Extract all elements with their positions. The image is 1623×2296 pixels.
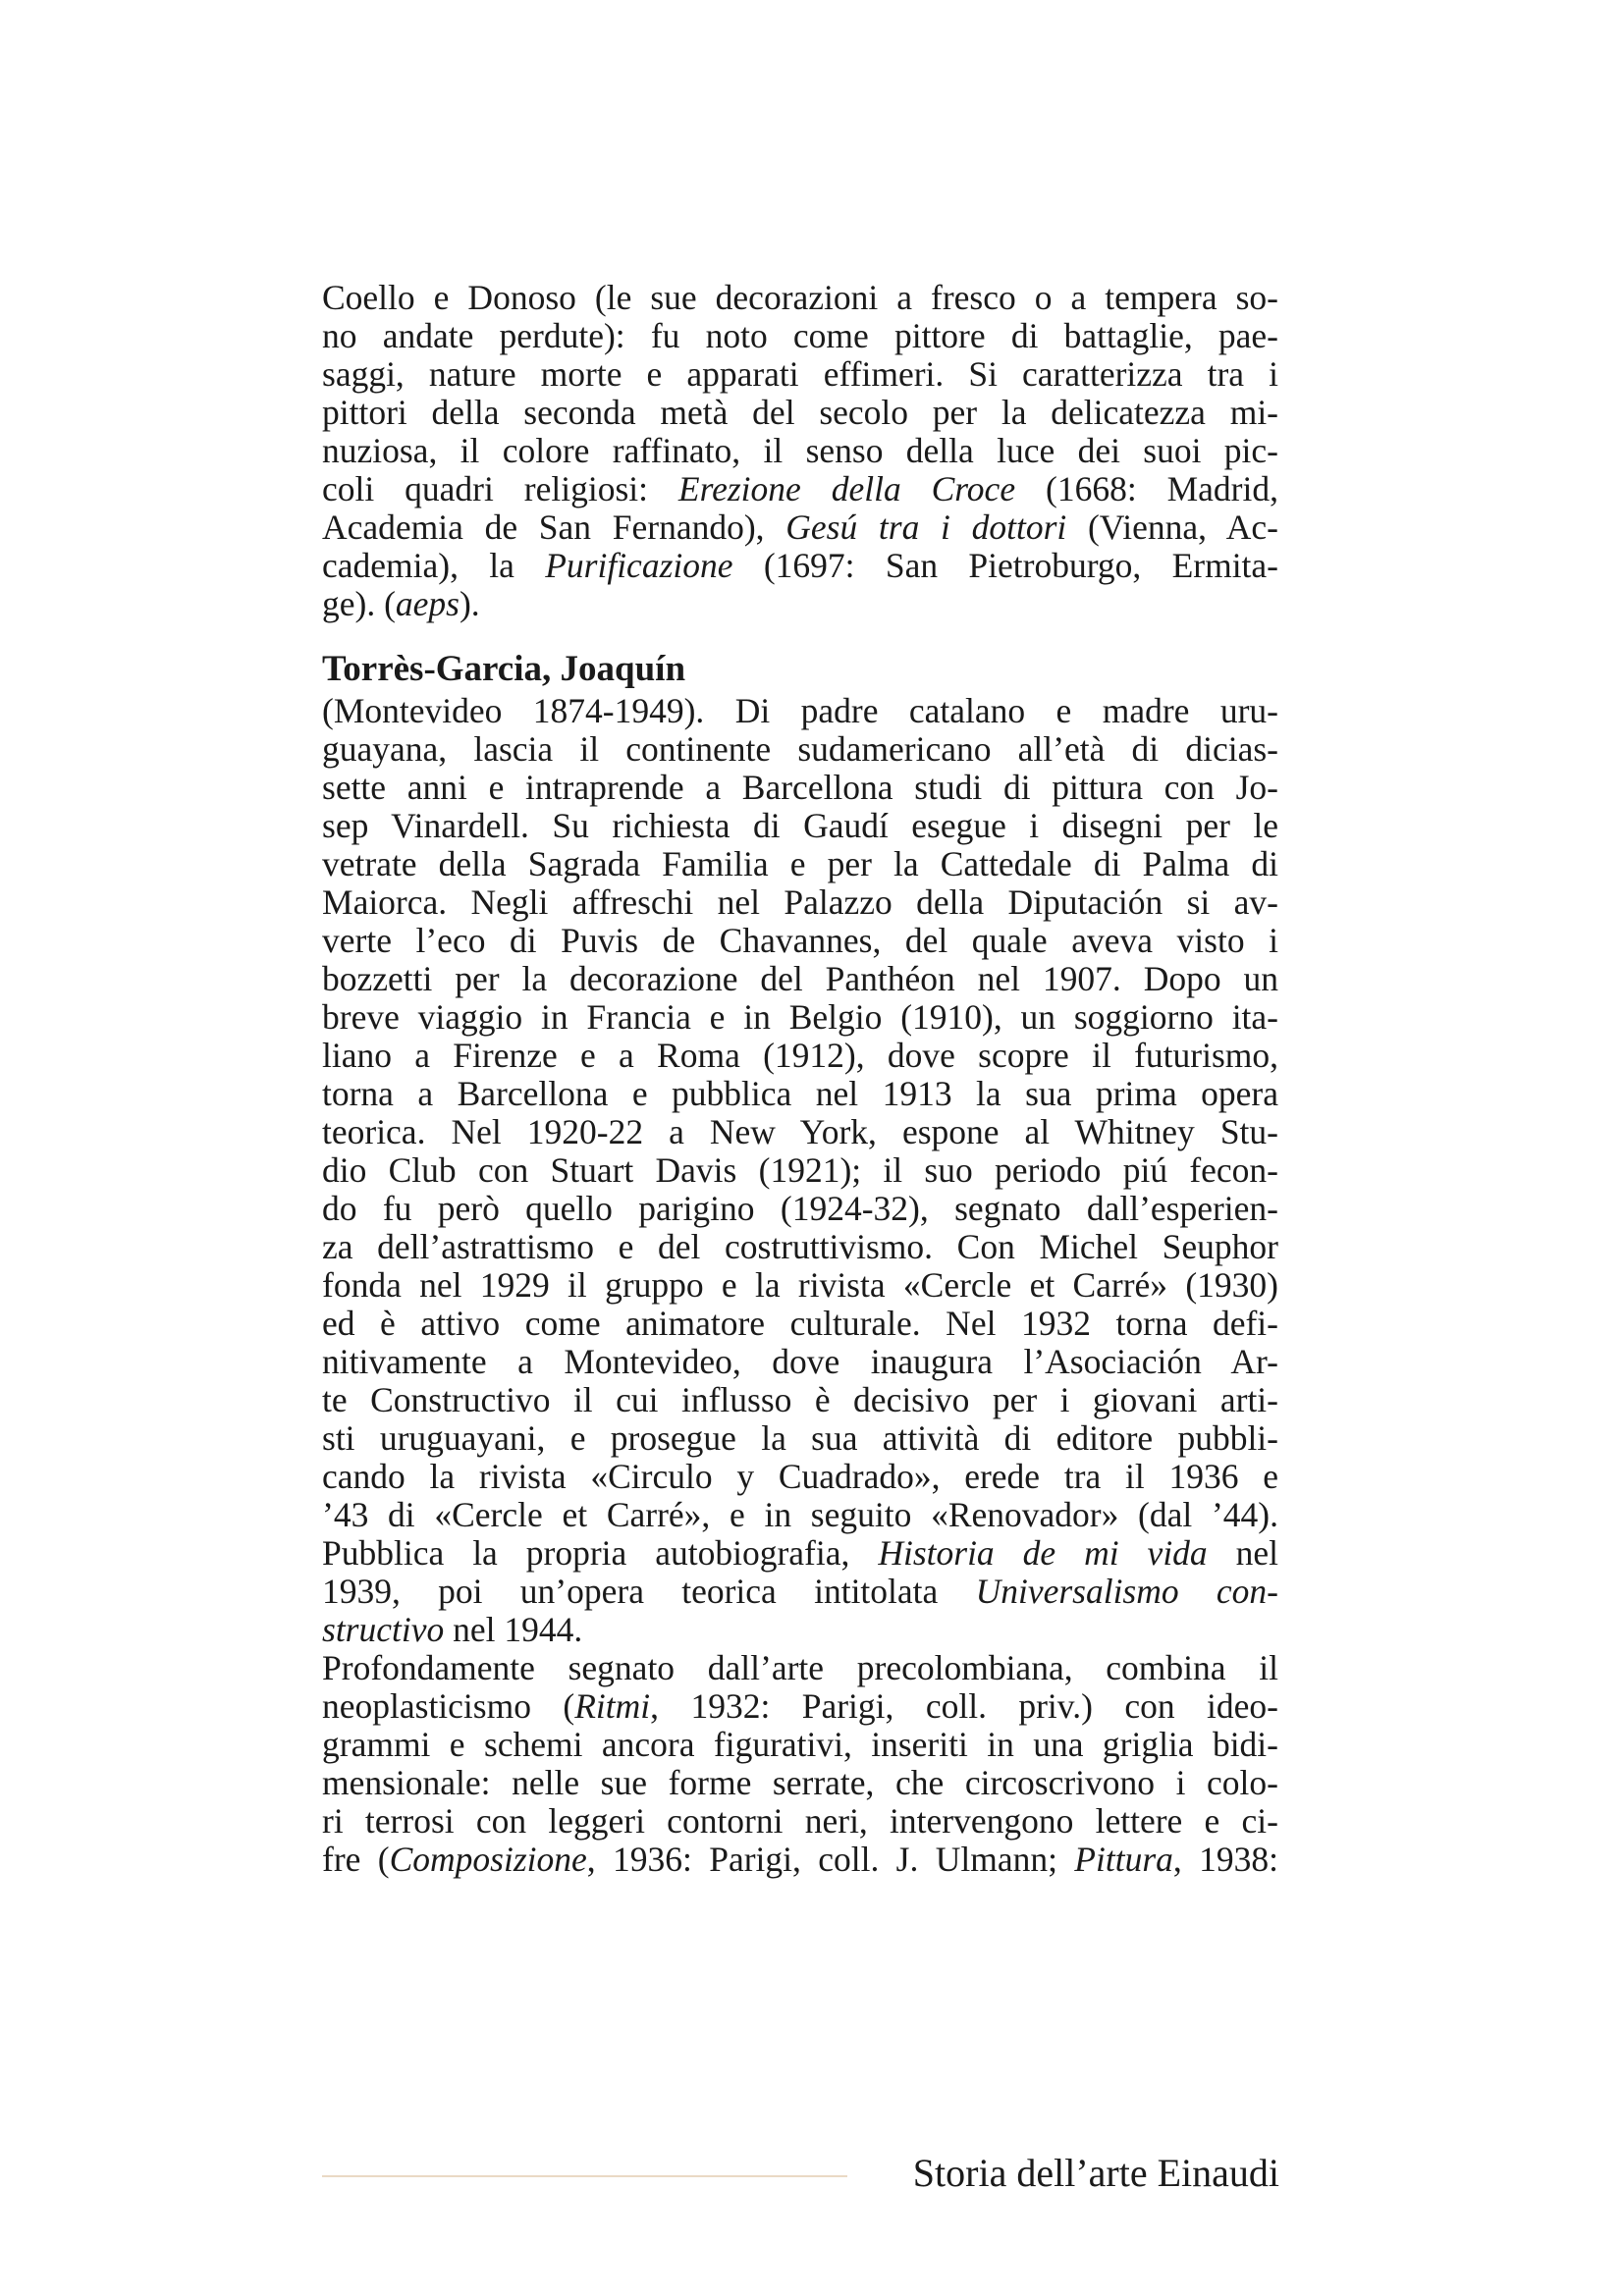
text-line: Maiorca. Negli affreschi nel Palazzo della Diputación si av- [322,882,1278,922]
paragraph-biography [322,692,1278,1649]
text-line: grammi e schemi ancora figurativi, inseriti in una griglia bidi- [322,1725,1278,1764]
text-line: torna a Barcellona e pubblica nel 1913 la sua prima opera [322,1074,1278,1113]
text-line: pittori della seconda metà del secolo per la delicatezza mi- [322,393,1278,432]
italic-title: Pittura [1074,1840,1173,1879]
text-line: fre (Composizione, 1936: Parigi, coll. J. Ulmann; Pittura, 1938: [322,1840,1278,1879]
text-line: do fu però quello parigino (1924-32), segnato dall’esperien- [322,1189,1278,1228]
italic-title: Historia de mi vida [878,1533,1208,1573]
footer-rule [322,2175,847,2177]
text-line: ri terrosi con leggeri contorni neri, intervengono lettere e ci- [322,1801,1278,1841]
text-line: teorica. Nel 1920-22 a New York, espone al Whitney Stu- [322,1112,1278,1151]
text-line: vetrate della Sagrada Familia e per la Cattedale di Palma di [322,844,1278,883]
text-line: cademia), la Purificazione (1697: San Pietroburgo, Ermita- [322,546,1278,585]
text-line: 1939, poi un’opera teorica intitolata Universalismo con- [322,1572,1278,1611]
text-line: sep Vinardell. Su richiesta di Gaudí esegue i disegni per le [322,806,1278,845]
text-line: nitivamente a Montevideo, dove inaugura l’Asociación Ar- [322,1342,1278,1381]
text-line: te Constructivo il cui influsso è decisivo per i giovani arti- [322,1380,1278,1419]
text-line: ed è attivo come animatore culturale. Nel 1932 torna defi- [322,1304,1278,1343]
text-line: liano a Firenze e a Roma (1912), dove scopre il futurismo, [322,1036,1278,1075]
text-line: saggi, nature morte e apparati effimeri. Si caratterizza tra i [322,354,1278,394]
text-line: neoplasticismo (Ritmi, 1932: Parigi, coll. priv.) con ideo- [322,1686,1278,1726]
text-line: Profondamente segnato dall’arte precolombiana, combina il [322,1648,1278,1687]
text-line: Coello e Donoso (le sue decorazioni a fresco o a tempera so- [322,278,1278,317]
paragraph-previous-entry [322,279,1278,623]
text-line: dio Club con Stuart Davis (1921); il suo periodo piú fecon- [322,1150,1278,1190]
text-line: sette anni e intraprende a Barcellona studi di pittura con Jo- [322,768,1278,807]
entry-title: Torrès-Garcia, Joaquín [322,649,686,689]
text-line: coli quadri religiosi: Erezione della Croce (1668: Madrid, [322,469,1278,508]
paragraph-style [322,1649,1278,1879]
text-line: guayana, lascia il continente sudamericano all’età di dicias- [322,729,1278,769]
text-line: verte l’eco di Puvis de Chavannes, del quale aveva visto i [322,921,1278,960]
text-line: bozzetti per la decorazione del Panthéon nel 1907. Dopo un [322,959,1278,998]
text-line: (Montevideo 1874-1949). Di padre catalano e madre uru- [322,691,1278,730]
text-line: mensionale: nelle sue forme serrate, che circoscrivono i colo- [322,1763,1278,1802]
italic-title: Purificazione [545,546,733,585]
italic-title: Ritmi [574,1686,651,1726]
italic-title: Erezione della Croce [677,469,1016,508]
text-column [322,279,1278,1879]
text-line: za dell’astrattismo e del costruttivismo. Con Michel Seuphor [322,1227,1278,1266]
italic-title: Gesú tra i dottori [785,507,1067,547]
italic-title: Universalismo con- [975,1572,1278,1611]
text-line: sti uruguayani, e prosegue la sua attività di editore pubbli- [322,1418,1278,1458]
text-line: ge). (aeps). [322,584,480,623]
text-line: cando la rivista «Circulo y Cuadrado», erede tra il 1936 e [322,1457,1278,1496]
italic-title: aeps [395,584,460,623]
text-line: Pubblica la propria autobiografia, Historia de mi vida nel [322,1533,1279,1573]
italic-title: structivo [322,1610,445,1649]
text-line: Academia de San Fernando), Gesú tra i dottori (Vienna, Ac- [322,507,1278,547]
text-line: fonda nel 1929 il gruppo e la rivista «Cercle et Carré» (1930) [322,1265,1278,1305]
footer-title: Storia dell’arte Einaudi [912,2151,1279,2195]
italic-title: Composizione [389,1840,587,1879]
text-line: ’43 di «Cercle et Carré», e in seguito «Renovador» (dal ’44). [322,1495,1278,1534]
text-line: breve viaggio in Francia e in Belgio (1910), un soggiorno ita- [322,997,1278,1037]
text-line: structivo nel 1944. [322,1610,583,1649]
text-line: nuziosa, il colore raffinato, il senso della luce dei suoi pic- [322,431,1278,470]
text-line: no andate perdute): fu noto come pittore di battaglie, pae- [322,316,1278,355]
